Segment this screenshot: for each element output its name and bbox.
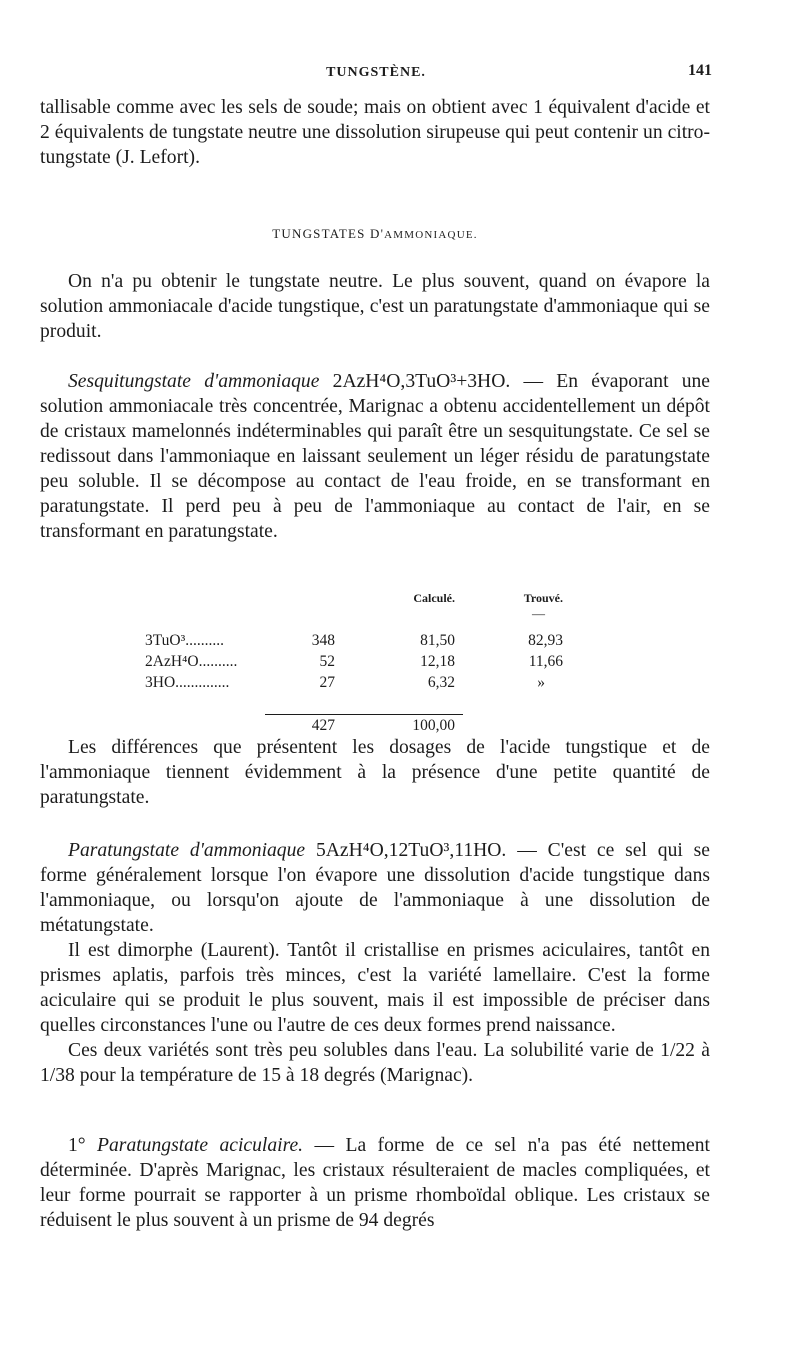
aciculaire-description: — La forme de ce sel n'a pas été nettement déterminée. D'après Marignac, les cristaux résulteraient de macles compliquées, et leur forme pourrait se rapporter à un prisme rhomboïdal oblique. Les cristaux se réduisent le plus souvent à un prisme de 94 degrés — [40, 1135, 710, 1231]
row-calculated: 6,32 — [427, 673, 455, 691]
page-header — [40, 62, 712, 86]
total-calculated: 100,00 — [335, 715, 463, 737]
paragraph-7-text: Ces deux variétés sont très peu solubles dans l'eau. La solubilité varie de 1/22 à 1/38 pour la température de 15 à 18 degrés (Marignac). — [40, 1040, 710, 1086]
sesquitungstate-title: Sesquitungstate d'ammoniaque — [68, 371, 320, 392]
item-number: 1° — [68, 1135, 86, 1156]
row-equivalent: 348 — [311, 631, 335, 649]
row-found: 82,93 — [528, 631, 563, 649]
paragraph-8 — [40, 1133, 710, 1233]
paratungstate-formula: 5AzH⁴O,12TuO³,11HO. — [315, 840, 507, 861]
table-header-calculated: Calculé. — [413, 590, 455, 605]
sesquitungstate-description: — En évaporant une solution ammoniacale très concentrée, Marignac a obtenu accidentellement un dépôt de cristaux mamelonnés indéterminables qui paraît être un sesquitungstate. Ce sel se redissout dans l'ammoniaque en laissant seulement un léger résidu de paratungstate peu soluble. Il se décompose au contact de l'eau froide, en se transformant en paratungstate. Il perd peu à peu de l'ammoniaque au contact de l'air, en se transformant en paratungstate. — [40, 371, 711, 542]
row-found: » — [537, 673, 545, 691]
section-title-smallcaps: AMMONIAQUE. — [384, 229, 478, 241]
row-calculated: 12,18 — [420, 652, 455, 670]
row-equivalent: 27 — [319, 673, 335, 691]
running-title: TUNGSTÈNE. — [326, 65, 426, 80]
table-header-found: Trouvé. — [523, 590, 563, 605]
page-number: 141 — [688, 62, 712, 79]
row-label: 3TuO³.......... — [145, 631, 225, 649]
paragraph-3 — [40, 369, 710, 544]
paratungstate-title: Paratungstate d'ammoniaque — [68, 840, 306, 861]
paragraph-4 — [40, 735, 710, 810]
paragraph-1 — [40, 95, 710, 170]
section-title-main: TUNGSTATES D' — [272, 226, 385, 241]
paragraph-2 — [40, 269, 710, 344]
aciculaire-title: Paratungstate aciculaire. — [97, 1135, 304, 1156]
paragraph-2-text: On n'a pu obtenir le tungstate neutre. Le plus souvent, quand on évapore la solution ammoniacale d'acide tungstique, c'est un paratungstate d'ammoniaque qui se produit. — [40, 271, 710, 342]
paragraph-1-text: tallisable comme avec les sels de soude; mais on obtient avec 1 équivalent d'acide et 2 équivalents de tungstate neutre une dissolution sirupeuse qui peut contenir un citro-tungstate (J. Lefort). — [40, 97, 710, 168]
table-header-row — [145, 587, 563, 609]
row-equivalent: 52 — [319, 652, 335, 670]
section-title — [40, 226, 710, 242]
row-label: 3HO.............. — [145, 673, 230, 691]
paragraph-3-text — [40, 369, 710, 544]
row-calculated: 81,50 — [420, 631, 455, 649]
paragraph-8-text — [40, 1133, 710, 1233]
paratungstate-description: — C'est ce sel qui se forme généralement lorsque l'on évapore une dissolution d'acide tungstique dans l'ammoniaque, ou lorsqu'on ajoute de l'ammoniaque à une dissolution de métatungstate. — [40, 840, 711, 936]
table-row — [145, 630, 563, 651]
table-row — [145, 672, 563, 693]
table-row — [145, 651, 563, 672]
paragraph-4-text: Les différences que présentent les dosages de l'acide tungstique et de l'ammoniaque tiennent évidemment à la présence d'une petite quantité de paratungstate. — [40, 737, 710, 808]
paragraph-5-text — [40, 838, 710, 938]
composition-table — [145, 587, 563, 736]
paragraph-5 — [40, 838, 710, 1088]
total-equivalent: 427 — [265, 715, 335, 737]
paragraph-6-text: Il est dimorphe (Laurent). Tantôt il cristallise en prismes aciculaires, tantôt en prismes aplatis, parfois très minces, c'est la variété lamellaire. C'est la forme aciculaire qui se produit le plus souvent, mais il est impossible de préciser dans quelles circonstances l'une ou l'autre de ces deux formes prend naissance. — [40, 940, 710, 1036]
row-label: 2AzH⁴O.......... — [145, 652, 238, 670]
found-dash: — — [532, 606, 545, 621]
table-dash-row — [145, 609, 563, 630]
row-found: 11,66 — [528, 652, 563, 670]
table-total-row — [145, 715, 563, 737]
sesquitungstate-formula: 2AzH⁴O,3TuO³+3HO. — [332, 371, 511, 392]
